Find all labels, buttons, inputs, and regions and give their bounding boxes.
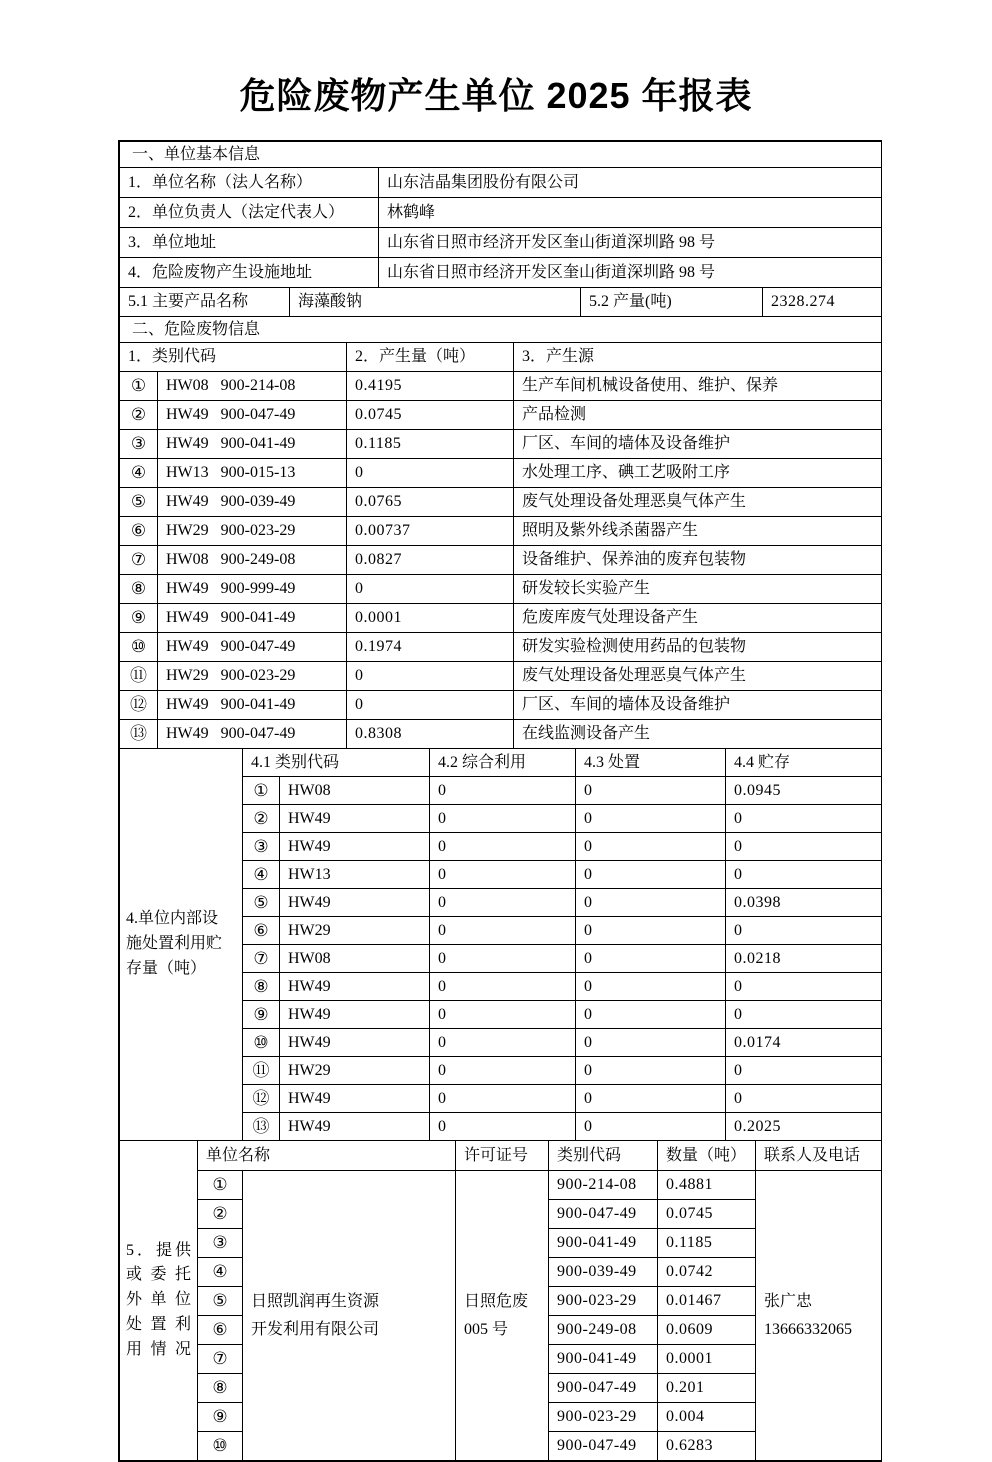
cell-source: 厂区、车间的墙体及设备维护 <box>514 430 882 459</box>
cell-code: HW49 900-047-49 <box>158 720 347 749</box>
cell-no: ⑨ <box>120 604 158 633</box>
cell-code: HW29 <box>280 1057 430 1085</box>
cell-disposal: 0 <box>576 1113 726 1141</box>
cell-contact <box>756 1171 882 1461</box>
company-name-line: 开发利用有限公司 <box>251 1320 380 1338</box>
field-label-product-name: 5.1 主要产品名称 <box>120 288 290 317</box>
cell-amount: 0.00737 <box>347 517 514 546</box>
cell-qty: 0.0001 <box>658 1345 756 1374</box>
cell-no: ① <box>120 372 158 401</box>
cell-disposal: 0 <box>576 917 726 945</box>
cell-qty: 0.1185 <box>658 1229 756 1258</box>
cell-no: ⑨ <box>243 1001 280 1029</box>
cell-amount: 0.4195 <box>347 372 514 401</box>
cell-code: HW49 900-041-49 <box>158 691 347 720</box>
waste-row <box>120 517 882 546</box>
cell-no: ⑫ <box>243 1085 280 1113</box>
cell-code: HW49 <box>280 833 430 861</box>
cell-amount: 0.0765 <box>347 488 514 517</box>
cell-util: 0 <box>430 1001 576 1029</box>
section5-label-line: 用情况 <box>126 1340 191 1358</box>
cell-disposal: 0 <box>576 945 726 973</box>
section4-label-line: 存量（吨） <box>126 959 207 977</box>
cell-no: ⑧ <box>243 973 280 1001</box>
internal-facility-table <box>119 748 882 1141</box>
cell-disposal: 0 <box>576 861 726 889</box>
basic-info-table <box>119 141 882 288</box>
col-header-license: 许可证号 <box>456 1141 549 1171</box>
cell-amount: 0 <box>347 575 514 604</box>
field-value-facility-address: 山东省日照市经济开发区奎山街道深圳路 98 号 <box>379 258 882 288</box>
section5-label-line: 外单位 <box>126 1291 191 1309</box>
col-header-company: 单位名称 <box>198 1141 456 1171</box>
field-label-output: 5.2 产量(吨) <box>581 288 763 317</box>
cell-company-name <box>243 1171 456 1461</box>
cell-source: 照明及紫外线杀菌器产生 <box>514 517 882 546</box>
cell-no: ④ <box>120 459 158 488</box>
cell-no: ② <box>243 805 280 833</box>
field-value-output: 2328.274 <box>763 288 882 317</box>
cell-code: HW08 <box>280 945 430 973</box>
waste-row <box>120 633 882 662</box>
cell-util: 0 <box>430 861 576 889</box>
cell-code: HW49 <box>280 1001 430 1029</box>
cell-disposal: 0 <box>576 973 726 1001</box>
cell-code: HW49 900-041-49 <box>158 604 347 633</box>
cell-no: ③ <box>120 430 158 459</box>
cell-no: ② <box>120 401 158 430</box>
cell-code: HW49 <box>280 1085 430 1113</box>
field-label-unit-name: 1．单位名称（法人名称） <box>120 168 379 198</box>
cell-no: ⑦ <box>120 546 158 575</box>
field-label-facility-address: 4．危险废物产生设施地址 <box>120 258 379 288</box>
cell-source: 在线监测设备产生 <box>514 720 882 749</box>
cell-storage: 0 <box>726 833 882 861</box>
cell-code: 900-249-08 <box>549 1316 658 1345</box>
field-label-legal-person: 2．单位负责人（法定代表人） <box>120 198 379 228</box>
col-header-code41: 4.1 类别代码 <box>243 749 430 777</box>
cell-util: 0 <box>430 1029 576 1057</box>
cell-code: HW49 900-047-49 <box>158 401 347 430</box>
cell-code: 900-041-49 <box>549 1345 658 1374</box>
cell-code: HW49 900-999-49 <box>158 575 347 604</box>
cell-amount: 0.1185 <box>347 430 514 459</box>
col-header-disposal: 4.3 处置 <box>576 749 726 777</box>
cell-amount: 0.1974 <box>347 633 514 662</box>
cell-storage: 0.2025 <box>726 1113 882 1141</box>
contact-name: 张广忠 <box>764 1293 813 1311</box>
cell-code: HW49 <box>280 889 430 917</box>
cell-code: HW49 <box>280 973 430 1001</box>
cell-amount: 0 <box>347 662 514 691</box>
col-header-qty: 数量（吨） <box>658 1141 756 1171</box>
cell-license-no <box>456 1171 549 1461</box>
cell-storage: 0.0398 <box>726 889 882 917</box>
col-header-code: 1．类别代码 <box>120 343 347 372</box>
cell-amount: 0.0827 <box>347 546 514 575</box>
cell-code: 900-214-08 <box>549 1171 658 1200</box>
cell-source: 研发实验检测使用药品的包装物 <box>514 633 882 662</box>
waste-row <box>120 372 882 401</box>
field-value-unit-name: 山东洁晶集团股份有限公司 <box>379 168 882 198</box>
cell-amount: 0.8308 <box>347 720 514 749</box>
cell-no: ① <box>198 1171 243 1200</box>
cell-no: ⑪ <box>243 1057 280 1085</box>
report-form <box>118 140 882 1462</box>
cell-no: ⑩ <box>120 633 158 662</box>
waste-row <box>120 662 882 691</box>
cell-amount: 0 <box>347 459 514 488</box>
cell-disposal: 0 <box>576 1029 726 1057</box>
waste-row <box>120 401 882 430</box>
contact-phone: 13666332065 <box>764 1320 853 1338</box>
cell-no: ⑧ <box>120 575 158 604</box>
cell-code: 900-039-49 <box>549 1258 658 1287</box>
cell-code: 900-041-49 <box>549 1229 658 1258</box>
cell-qty: 0.0745 <box>658 1200 756 1229</box>
cell-no: ⑨ <box>198 1403 243 1432</box>
waste-row <box>120 720 882 749</box>
cell-storage: 0 <box>726 1085 882 1113</box>
cell-amount: 0.0745 <box>347 401 514 430</box>
cell-storage: 0 <box>726 805 882 833</box>
field-value-unit-address: 山东省日照市经济开发区奎山街道深圳路 98 号 <box>379 228 882 258</box>
product-row-table <box>119 287 882 317</box>
cell-disposal: 0 <box>576 1057 726 1085</box>
cell-util: 0 <box>430 889 576 917</box>
cell-source: 产品检测 <box>514 401 882 430</box>
cell-source: 设备维护、保养油的废弃包装物 <box>514 546 882 575</box>
cell-source: 废气处理设备处理恶臭气体产生 <box>514 488 882 517</box>
cell-storage: 0.0218 <box>726 945 882 973</box>
cell-disposal: 0 <box>576 833 726 861</box>
cell-util: 0 <box>430 1085 576 1113</box>
col-header-util: 4.2 综合利用 <box>430 749 576 777</box>
cell-no: ⑥ <box>120 517 158 546</box>
cell-source: 危废库废气处理设备产生 <box>514 604 882 633</box>
col-header-amount: 2．产生量（吨） <box>347 343 514 372</box>
col-header-storage: 4.4 贮存 <box>726 749 882 777</box>
cell-disposal: 0 <box>576 1085 726 1113</box>
section5-label-line: 或委托 <box>126 1266 191 1284</box>
cell-no: ⑤ <box>120 488 158 517</box>
cell-no: ⑦ <box>243 945 280 973</box>
cell-code: HW13 900-015-13 <box>158 459 347 488</box>
cell-util: 0 <box>430 945 576 973</box>
cell-qty: 0.01467 <box>658 1287 756 1316</box>
waste-row <box>120 691 882 720</box>
field-value-legal-person: 林鹤峰 <box>379 198 882 228</box>
col-header-contact: 联系人及电话 <box>756 1141 882 1171</box>
cell-util: 0 <box>430 1057 576 1085</box>
col-header-code: 类别代码 <box>549 1141 658 1171</box>
cell-no: ⑥ <box>198 1316 243 1345</box>
waste-row <box>120 488 882 517</box>
cell-code: HW49 900-047-49 <box>158 633 347 662</box>
cell-amount: 0 <box>347 691 514 720</box>
cell-code: HW49 <box>280 805 430 833</box>
cell-util: 0 <box>430 973 576 1001</box>
cell-code: 900-047-49 <box>549 1200 658 1229</box>
cell-storage: 0 <box>726 917 882 945</box>
cell-no: ⑪ <box>120 662 158 691</box>
cell-no: ③ <box>243 833 280 861</box>
waste-row <box>120 575 882 604</box>
cell-no: ④ <box>198 1258 243 1287</box>
cell-no: ① <box>243 777 280 805</box>
cell-code: 900-023-29 <box>549 1403 658 1432</box>
cell-code: HW13 <box>280 861 430 889</box>
cell-qty: 0.201 <box>658 1374 756 1403</box>
section4-label <box>120 749 243 1141</box>
external-row <box>120 1171 882 1200</box>
field-label-unit-address: 3．单位地址 <box>120 228 379 258</box>
cell-util: 0 <box>430 833 576 861</box>
cell-no: ⑥ <box>243 917 280 945</box>
cell-amount: 0.0001 <box>347 604 514 633</box>
cell-storage: 0 <box>726 973 882 1001</box>
cell-no: ⑩ <box>243 1029 280 1057</box>
cell-qty: 0.4881 <box>658 1171 756 1200</box>
cell-code: 900-023-29 <box>549 1287 658 1316</box>
cell-code: 900-047-49 <box>549 1374 658 1403</box>
license-line: 日照危废 <box>464 1293 529 1311</box>
company-name-line: 日照凯润再生资源 <box>251 1293 380 1311</box>
field-value-product-name: 海藻酸钠 <box>290 288 581 317</box>
cell-util: 0 <box>430 1113 576 1141</box>
section5-label-line: 处置利 <box>126 1315 191 1333</box>
cell-code: HW08 <box>280 777 430 805</box>
cell-no: ⑫ <box>120 691 158 720</box>
cell-code: HW08 900-214-08 <box>158 372 347 401</box>
cell-no: ② <box>198 1200 243 1229</box>
cell-code: HW29 <box>280 917 430 945</box>
col-header-source: 3．产生源 <box>514 343 882 372</box>
cell-storage: 0.0174 <box>726 1029 882 1057</box>
waste-row <box>120 604 882 633</box>
license-line: 005 号 <box>464 1320 509 1338</box>
cell-qty: 0.0742 <box>658 1258 756 1287</box>
cell-code: HW29 900-023-29 <box>158 517 347 546</box>
cell-disposal: 0 <box>576 1001 726 1029</box>
section5-label-line: 5．提供 <box>126 1241 191 1259</box>
cell-no: ⑦ <box>198 1345 243 1374</box>
cell-no: ③ <box>198 1229 243 1258</box>
cell-storage: 0 <box>726 861 882 889</box>
cell-util: 0 <box>430 917 576 945</box>
section4-label-line: 施处置利用贮 <box>126 935 223 953</box>
cell-source: 研发较长实验产生 <box>514 575 882 604</box>
cell-no: ⑧ <box>198 1374 243 1403</box>
section2-title: 二、危险废物信息 <box>120 317 882 343</box>
waste-info-table <box>119 316 882 749</box>
cell-no: ⑩ <box>198 1432 243 1461</box>
cell-no: ⑤ <box>243 889 280 917</box>
cell-qty: 0.004 <box>658 1403 756 1432</box>
cell-code: 900-047-49 <box>549 1432 658 1461</box>
cell-source: 水处理工序、碘工艺吸附工序 <box>514 459 882 488</box>
waste-row <box>120 459 882 488</box>
cell-code: HW29 900-023-29 <box>158 662 347 691</box>
cell-disposal: 0 <box>576 889 726 917</box>
cell-storage: 0 <box>726 1001 882 1029</box>
cell-disposal: 0 <box>576 805 726 833</box>
waste-row <box>120 430 882 459</box>
cell-code: HW49 900-041-49 <box>158 430 347 459</box>
section4-label-line: 4.单位内部设 <box>126 910 219 928</box>
cell-storage: 0.0945 <box>726 777 882 805</box>
cell-no: ④ <box>243 861 280 889</box>
cell-no: ⑤ <box>198 1287 243 1316</box>
cell-qty: 0.0609 <box>658 1316 756 1345</box>
page-title: 危险废物产生单位 2025 年报表 <box>239 75 753 116</box>
cell-no: ⑬ <box>120 720 158 749</box>
cell-source: 废气处理设备处理恶臭气体产生 <box>514 662 882 691</box>
cell-source: 生产车间机械设备使用、维护、保养 <box>514 372 882 401</box>
cell-code: HW49 <box>280 1029 430 1057</box>
waste-row <box>120 546 882 575</box>
cell-code: HW49 <box>280 1113 430 1141</box>
section5-label <box>120 1141 198 1461</box>
cell-disposal: 0 <box>576 777 726 805</box>
cell-storage: 0 <box>726 1057 882 1085</box>
cell-no: ⑬ <box>243 1113 280 1141</box>
cell-code: HW49 900-039-49 <box>158 488 347 517</box>
external-disposal-table <box>119 1140 882 1461</box>
cell-util: 0 <box>430 777 576 805</box>
cell-code: HW08 900-249-08 <box>158 546 347 575</box>
cell-qty: 0.6283 <box>658 1432 756 1461</box>
cell-util: 0 <box>430 805 576 833</box>
cell-source: 厂区、车间的墙体及设备维护 <box>514 691 882 720</box>
section1-title: 一、单位基本信息 <box>120 142 882 168</box>
